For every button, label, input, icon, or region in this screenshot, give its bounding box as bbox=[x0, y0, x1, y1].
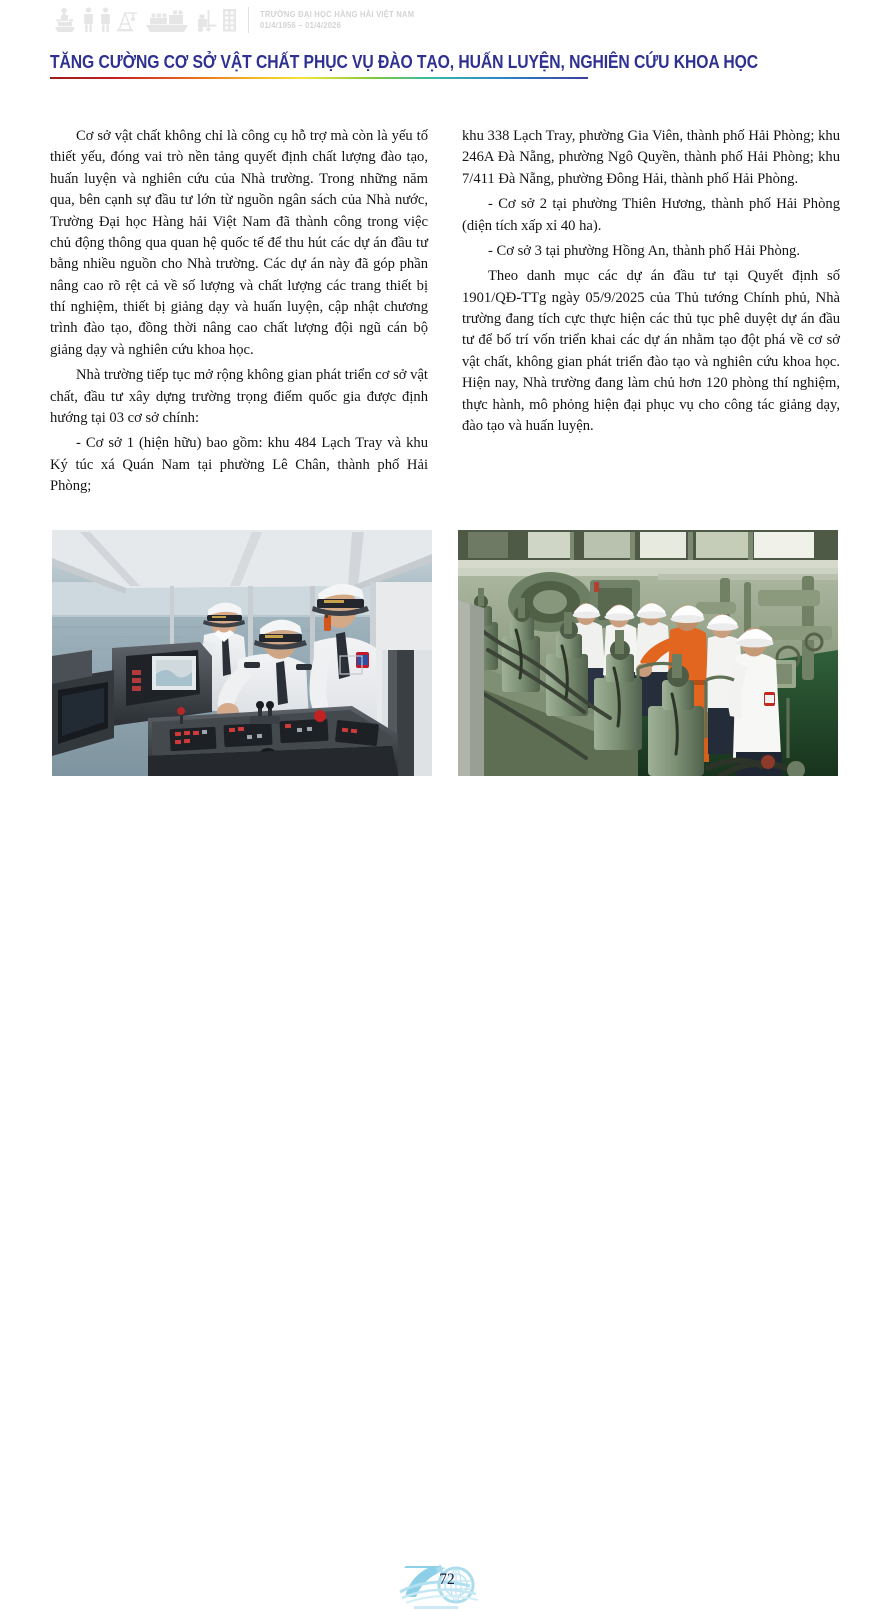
right-column bbox=[462, 126, 840, 497]
body-columns bbox=[50, 126, 840, 497]
university-anniversary-dates: 01/4/1956 – 01/4/2026 bbox=[260, 21, 342, 30]
forklift-icon bbox=[194, 6, 218, 34]
paragraph: Cơ sở vật chất không chỉ là công cụ hỗ trợ mà còn là yếu tố thiết yếu, đóng vai trò nền tảng quyết định chất lượng đào tạo, huấn luyện và nghiên cứu của Nhà trường. Trong những năm qua, bên cạnh sự đầu tư lớn từ nguồn ngân sách của Nhà nước, Trường Đại học Hàng hải Việt Nam đã thành công trong việc chủ động thông qua quan hệ quốc tế để thu hút các dự án đầu tư bằng nhiều nguồn cho Nhà trường. Các dự án này đã góp phần nâng cao rõ rệt cả về số lượng và chất lượng các trang thiết bị thí nghiệm, thiết bị giảng dạy và huấn luyện, cập nhật chương trình đào tạo, đồng thời nâng cao chất lượng đội ngũ cán bộ giảng dạy và nghiên cứu khoa học. bbox=[50, 128, 428, 358]
page-header bbox=[0, 0, 882, 46]
header-vertical-divider bbox=[248, 7, 249, 33]
person-icon bbox=[82, 6, 95, 34]
ship-bridge-simulator-photo bbox=[52, 530, 432, 776]
left-column bbox=[50, 126, 428, 497]
paragraph: - Cơ sở 2 tại phường Thiên Hương, thành phố Hải Phòng (diện tích xấp xỉ 40 ha). bbox=[462, 196, 840, 234]
university-name: TRƯỜNG ĐẠI HỌC HÀNG HẢI VIỆT NAM bbox=[260, 10, 415, 19]
page-title: TĂNG CƯỜNG CƠ SỞ VẬT CHẤT PHỤC VỤ ĐÀO TẠO, HUẤN LUYỆN, NGHIÊN CỨU KHOA HỌC bbox=[50, 51, 759, 72]
paragraph: - Cơ sở 1 (hiện hữu) bao gồm: khu 484 Lạch Tray và khu Ký túc xá Quán Nam tại phường Lê Chân, thành phố Hải Phòng; bbox=[50, 435, 428, 494]
container-ship-icon bbox=[144, 6, 190, 34]
paragraph: Theo danh mục các dự án đầu tư tại Quyết định số 1901/QĐ-TTg ngày 05/9/2025 của Thủ tướng Chính phủ, Nhà trường đang tích cực thực hiện các thủ tục phê duyệt dự án đầu tư để bố trí vốn triển khai các dự án nhằm tạo đột phá về cơ sở vật chất, không gian phát triển đào tạo và nghiên cứu khoa học. Hiện nay, Nhà trường đang làm chủ hơn 120 phòng thí nghiệm, thực hành, mô phỏng hiện đại phục vụ cho công tác giảng dạy, đào tạo và huấn luyện. bbox=[462, 268, 840, 434]
ship-crane-icon bbox=[52, 6, 78, 34]
paragraph: - Cơ sở 3 tại phường Hồng An, thành phố Hải Phòng. bbox=[488, 242, 800, 259]
header-university-block bbox=[260, 10, 426, 30]
page-number: 72 bbox=[439, 1571, 455, 1588]
page-footer bbox=[0, 780, 882, 1588]
warehouse-icon bbox=[222, 6, 237, 34]
crane-icon bbox=[116, 6, 140, 34]
paragraph: khu 338 Lạch Tray, phường Gia Viên, thành phố Hải Phòng; khu 246A Đà Nẵng, phường Ngô Quyền, thành phố Hải Phòng; khu 7/411 Đà Nẵng, phường Đông Hải, thành phố Hải Phòng. bbox=[462, 128, 840, 187]
person-icon bbox=[99, 6, 112, 34]
title-rainbow-rule bbox=[50, 77, 588, 80]
header-brand-row bbox=[52, 6, 426, 34]
paragraph: Nhà trường tiếp tục mở rộng không gian phát triển cơ sở vật chất, đầu tư xây dựng trường trọng điểm quốc gia được định hướng tại 03 cơ sở chính: bbox=[50, 367, 428, 426]
header-icon-strip bbox=[52, 6, 237, 34]
engine-room-training-photo bbox=[458, 530, 838, 776]
article-title-block bbox=[50, 51, 759, 79]
